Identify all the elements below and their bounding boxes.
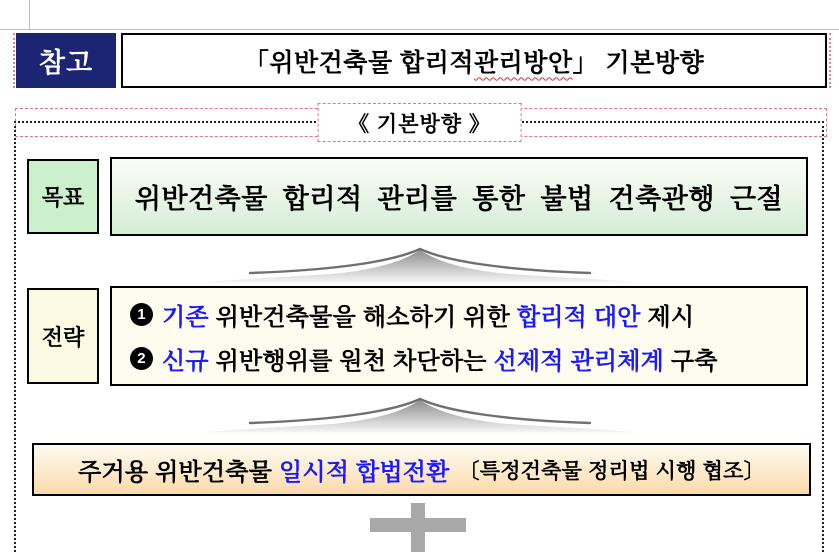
strategy-1-keyword-2: 합리적 대안 [516, 303, 641, 331]
strategy-1-keyword-1: 기존 [162, 303, 209, 331]
header-row [16, 33, 827, 88]
strategy-list [110, 286, 808, 386]
title-text-pre: 「위반건축물 합리적 [243, 48, 474, 77]
result-text-pre: 주거용 위반건축물 [78, 459, 279, 486]
circled-number-icon: 1 [130, 303, 153, 326]
goal-label: 목표 [27, 159, 99, 234]
strategy-1-text: 위반건축물을 해소하기 위한 [208, 303, 517, 331]
plus-icon [370, 518, 466, 532]
table-cell-marker [829, 33, 831, 88]
result-keyword: 일시적 합법전환 [278, 459, 450, 486]
result-note: 〔특정건축물 정리법 시행 협조〕 [458, 459, 765, 483]
strategy-2-end: 구축 [664, 347, 718, 375]
chevron-up-arrow [198, 244, 642, 284]
document-title [121, 33, 827, 88]
reference-badge: 참고 [16, 33, 116, 88]
strategy-2-text: 위반행위를 원천 차단하는 [208, 347, 494, 375]
title-text-spellcheck: 관리방안 [474, 48, 573, 77]
strategy-2-keyword-2: 선제적 관리체계 [493, 347, 665, 375]
circled-number-icon: 2 [130, 347, 153, 370]
table-cell-marker [13, 33, 15, 88]
strategy-label: 전략 [27, 288, 99, 384]
section-title: 《 기본방향 》 [317, 103, 522, 142]
chevron-up-arrow [198, 394, 642, 434]
result-statement [32, 443, 811, 496]
goal-statement: 위반건축물 합리적 관리를 통한 불법 건축관행 근절 [110, 157, 808, 236]
page-guide-line-vertical [29, 0, 30, 29]
strategy-item-1 [130, 297, 806, 332]
strategy-item-2 [130, 341, 806, 376]
strategy-2-keyword-1: 신규 [162, 347, 209, 375]
strategy-1-end: 제시 [640, 303, 695, 331]
title-text-post: 」 기본방향 [572, 48, 705, 77]
page-guide-line-horizontal [0, 29, 839, 30]
